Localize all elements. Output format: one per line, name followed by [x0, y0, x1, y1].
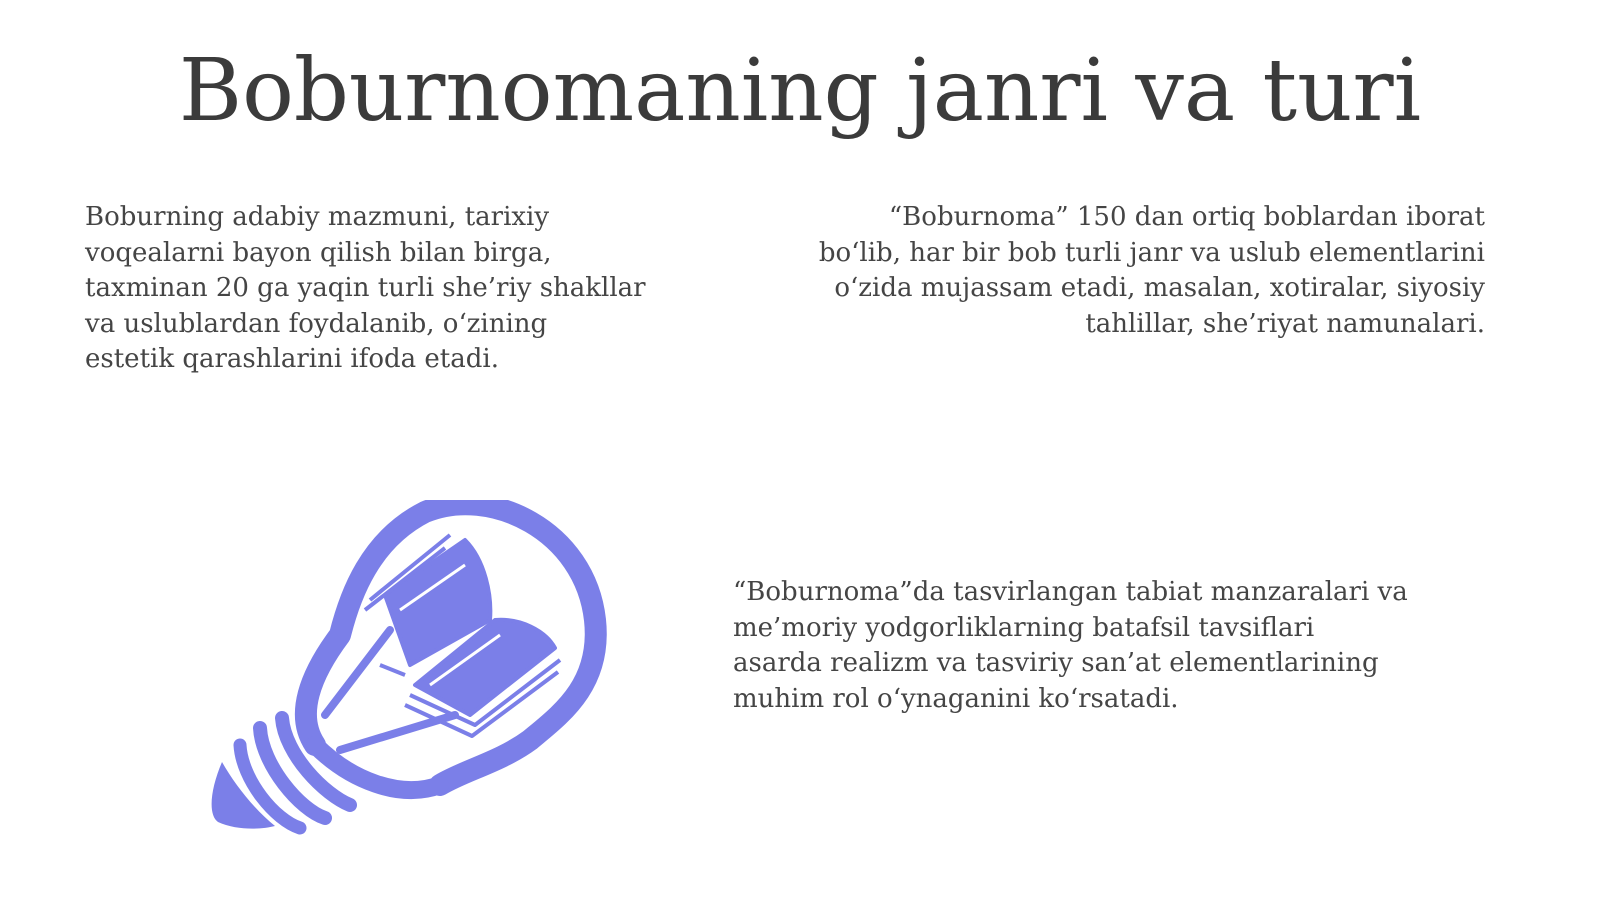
- paragraph-left: Boburning adabiy mazmuni, tarixiy voqealarni bayon qilish bilan birga, taxminan 20 ga yaqin turli she’riy shakllar va uslublardan foydalanib, o‘zining estetik qarashlarini ifoda etadi.: [85, 202, 646, 374]
- lightbulb-with-book-icon: [200, 500, 630, 850]
- paragraph-right: “Boburnoma” 150 dan ortiq boblardan iborat bo‘lib, har bir bob turli janr va uslub elementlarini o‘zida mujassam etadi, masalan, xotiralar, siyosiy tahlillar, she’riyat namunalari.: [818, 202, 1485, 339]
- paragraph-bottom: “Boburnoma”da tasvirlangan tabiat manzaralari va me’moriy yodgorliklarning batafsil tavsiflari asarda realizm va tasviriy san’at elementlarining muhim rol o‘ynaganini ko‘rsatadi.: [733, 577, 1408, 714]
- slide-title: Boburnomaning janri va turi: [178, 41, 1422, 141]
